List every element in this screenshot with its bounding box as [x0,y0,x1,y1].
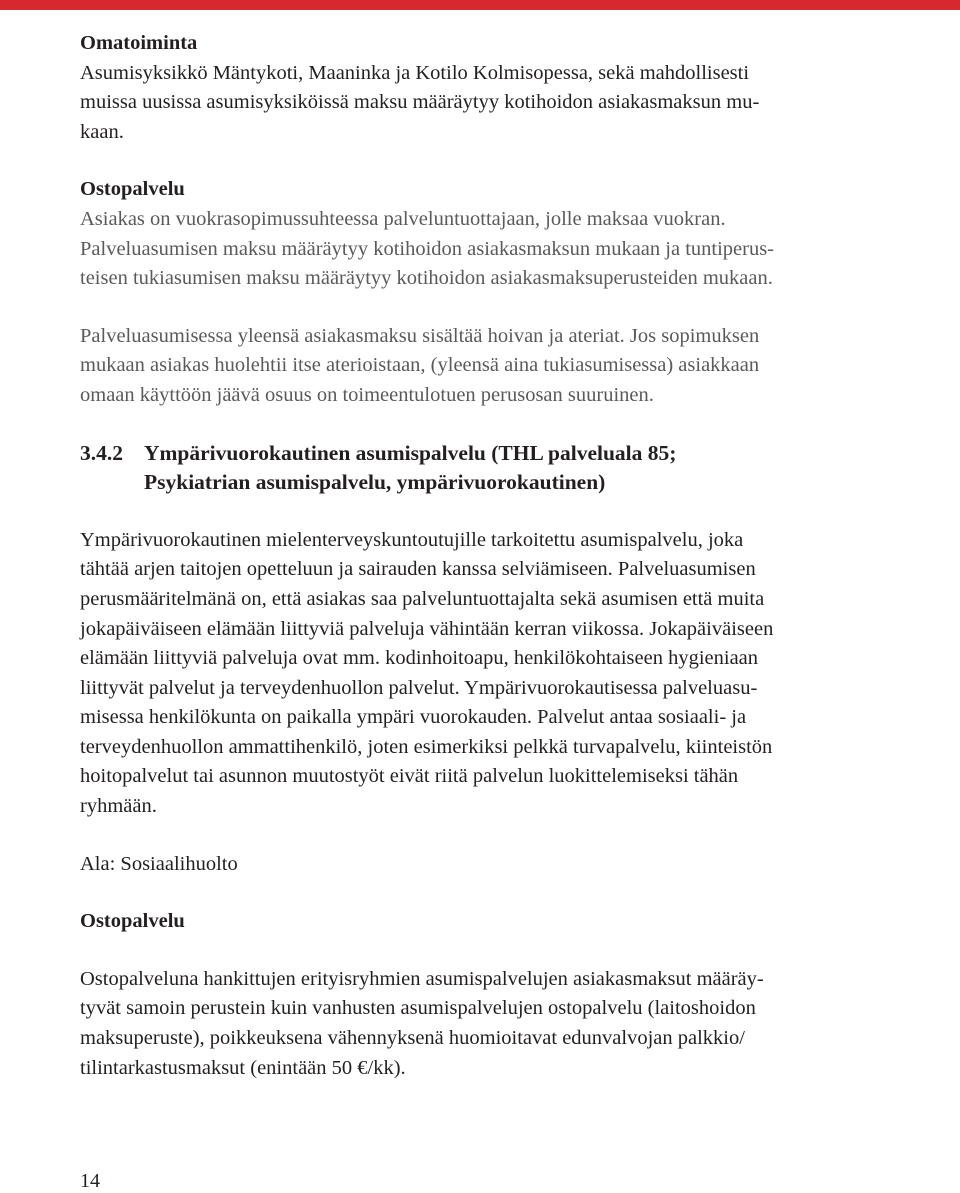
paragraph-palveluasumisessa [80,322,870,411]
paragraph-line: hoitopalvelut tai asunnon muutostyöt eivät riitä palvelun luokittelemiseksi tähän [80,765,739,788]
paragraph-line: elämään liittyviä palveluja ovat mm. kodinhoitoapu, henkilökohtaiseen hygieniaan [80,647,759,670]
paragraph-line: Ostopalveluna hankittujen erityisryhmien asumispalvelujen asiakasmaksut määräy- [80,967,764,990]
section-ostopalvelu [80,175,870,293]
section-heading-line: Ympärivuorokautinen asumispalvelu (THL palveluala 85; [144,440,677,465]
section-heading-line: Psykiatrian asumispalvelu, ympärivuorokautinen) [144,470,606,495]
paragraph-line: jokapäiväiseen elämään liittyviä palveluja vähintään kerran viikossa. Jokapäiväiseen [80,617,774,640]
paragraph-line: ryhmään. [80,795,157,818]
paragraph-line: omaan käyttöön jäävä osuus on toimeentulotuen perusosan suuruinen. [80,383,654,406]
section-title: Omatoiminta [80,32,198,54]
paragraph-line: terveydenhuollon ammattihenkilö, joten esimerkiksi pelkkä turvapalvelu, kiinteistön [80,735,773,758]
section-title: Ostopalvelu [80,910,185,933]
paragraph-line: Ympärivuorokautinen mielenterveyskuntoutujille tarkoitettu asumispalvelu, joka [80,528,744,551]
paragraph-line: muissa uusissa asumisyksiköissä maksu määräytyy kotihoidon asiakasmaksun mu- [80,91,760,114]
ala-text: Ala: Sosiaalihuolto [80,852,238,875]
paragraph-line: maksuperuste), poikkeuksena vähennyksenä huomioitavat edunvalvojan palkkio/ [80,1027,745,1050]
paragraph-ostopalveluna [80,965,870,1083]
ala-line [80,850,870,880]
paragraph-line: kaan. [80,120,124,143]
section-title: Ostopalvelu [80,178,185,201]
paragraph-line: liittyvät palvelut ja terveydenhuollon palvelut. Ympärivuorokautisessa palveluasu- [80,676,758,699]
paragraph-line: tähtää arjen taitojen opetteluun ja sairauden kanssa selviämiseen. Palveluasumisen [80,558,756,581]
paragraph-line: misessa henkilökunta on paikalla ympäri vuorokauden. Palvelut antaa sosiaali- ja [80,706,747,729]
paragraph-line: Palveluasumisessa yleensä asiakasmaksu sisältää hoivan ja ateriat. Jos sopimuksen [80,324,760,347]
page-content [80,29,870,1083]
paragraph-line: perusmääritelmänä on, että asiakas saa palveluntuottajalta sekä asumisen että muita [80,587,765,610]
section-number: 3.4.2 [80,440,123,465]
section-heading-342 [80,439,870,498]
page-number: 14 [80,1170,100,1192]
paragraph-line: tilintarkastusmaksut (enintään 50 €/kk). [80,1056,406,1079]
paragraph-line: mukaan asiakas huolehtii itse aterioistaan, (yleensä aina tukiasumisessa) asiakkaan [80,354,760,377]
paragraph-line: Asiakas on vuokrasopimussuhteessa palveluntuottajaan, jolle maksaa vuokran. [80,207,726,230]
paragraph-line: teisen tukiasumisen maksu määräytyy kotihoidon asiakasmaksuperusteiden mukaan. [80,267,773,290]
section-ostopalvelu-2 [80,907,870,937]
section-omatoiminta [80,29,870,147]
top-accent-bar [0,0,960,10]
paragraph-line: Palveluasumisen maksu määräytyy kotihoidon asiakasmaksun mukaan ja tuntiperus- [80,237,775,260]
paragraph-line: Asumisyksikkö Mäntykoti, Maaninka ja Kotilo Kolmisopessa, sekä mahdollisesti [80,61,750,84]
paragraph-ymparivuorokautinen [80,526,870,822]
paragraph-line: tyvät samoin perustein kuin vanhusten asumispalvelujen ostopalvelu (laitoshoidon [80,997,756,1020]
